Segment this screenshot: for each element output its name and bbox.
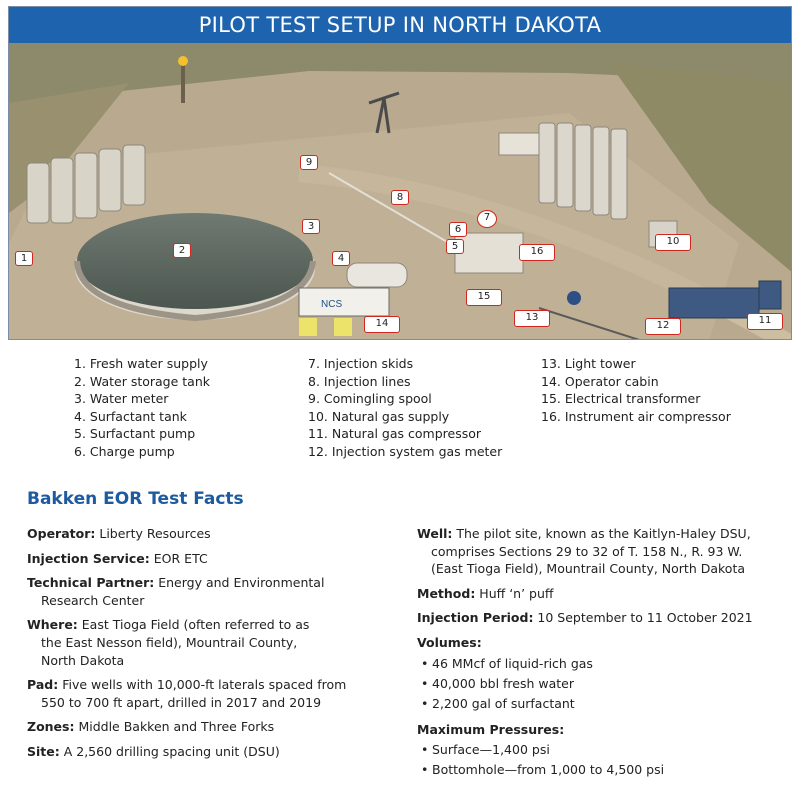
legend-item: 11. Natural gas compressor xyxy=(308,426,482,442)
fact-method xyxy=(417,585,787,603)
callout-9: 9 xyxy=(300,155,318,170)
fact-injection-period xyxy=(417,609,787,627)
title-banner xyxy=(9,7,791,43)
fact-value: Middle Bakken and Three Forks xyxy=(74,719,275,735)
list-item: • Surface—1,400 psi xyxy=(417,740,787,760)
legend-item: 14. Operator cabin xyxy=(541,373,659,389)
callout-3: 3 xyxy=(302,219,320,234)
legend-item: 8. Injection lines xyxy=(308,373,411,389)
legend-item: 16. Instrument air compressor xyxy=(541,408,731,424)
fact-key: Volumes: xyxy=(417,634,482,650)
fact-key: Method: xyxy=(417,585,476,601)
fact-key: Maximum Pressures: xyxy=(417,721,565,737)
fact-key: Injection Service: xyxy=(27,550,150,566)
callout-2: 2 xyxy=(173,243,191,258)
fact-pad xyxy=(27,676,397,711)
fact-zones xyxy=(27,718,397,736)
callout-12: 12 xyxy=(645,318,681,335)
fact-key: Injection Period: xyxy=(417,610,534,626)
fact-value-continued: the East Nesson field), Mountrail County, xyxy=(41,634,298,650)
legend-item: 6. Charge pump xyxy=(74,443,175,459)
callout-14: 14 xyxy=(364,316,400,333)
fact-value: East Tioga Field (often referred to as xyxy=(77,617,310,633)
fact-key: Well: xyxy=(417,526,453,541)
fact-value-continued: Research Center xyxy=(41,592,145,608)
fact-value: Five wells with 10,000-ft laterals spaced from xyxy=(58,677,347,693)
legend-item: 3. Water meter xyxy=(74,391,169,407)
callout-8: 8 xyxy=(391,190,409,205)
facts-left-column xyxy=(27,525,397,768)
fact-injection-service xyxy=(27,550,397,568)
legend-item: 7. Injection skids xyxy=(308,356,414,371)
list-item: • Bottomhole—from 1,000 to 4,500 psi xyxy=(417,760,787,780)
list-item: • 46 MMcf of liquid-rich gas xyxy=(417,654,787,674)
legend-item: 10. Natural gas supply xyxy=(308,408,450,424)
pilot-site-photo-panel xyxy=(8,6,792,340)
legend-column-2 xyxy=(308,355,502,461)
fact-where xyxy=(27,616,397,669)
fact-volumes xyxy=(417,634,787,714)
callout-7: 7 xyxy=(477,210,497,228)
fact-value: Liberty Resources xyxy=(95,526,211,541)
fact-value-continued: North Dakota xyxy=(41,652,125,668)
callout-5: 5 xyxy=(446,239,464,254)
legend-column-1 xyxy=(74,355,210,461)
facts-heading: Bakken EOR Test Facts xyxy=(27,489,244,509)
fact-key: Zones: xyxy=(27,719,75,735)
fact-value-continued: comprises Sections 29 to 32 of T. 158 N., R. 93 W. xyxy=(431,543,743,559)
legend-item: 5. Surfactant pump xyxy=(74,426,196,442)
fact-value: A 2,560 drilling spacing unit (DSU) xyxy=(59,743,280,759)
facts-right-column xyxy=(417,525,787,787)
cabin-sign: NCS xyxy=(321,299,343,310)
fact-technical-partner xyxy=(27,574,397,609)
fact-key: Operator: xyxy=(27,526,96,541)
legend-column-3 xyxy=(541,355,731,425)
legend-item: 13. Light tower xyxy=(541,356,636,371)
fact-value: Huff ‘n’ puff xyxy=(475,585,554,601)
legend-item: 9. Comingling spool xyxy=(308,391,432,407)
volumes-list xyxy=(417,654,787,714)
list-item: • 2,200 gal of surfactant xyxy=(417,694,787,714)
legend-item: 15. Electrical transformer xyxy=(541,391,701,407)
callout-4: 4 xyxy=(332,251,350,266)
legend-item: 2. Water storage tank xyxy=(74,373,211,389)
fact-well xyxy=(417,525,787,578)
fact-value: The pilot site, known as the Kaitlyn-Haley DSU, xyxy=(452,526,751,541)
fact-site xyxy=(27,743,397,761)
pressures-list xyxy=(417,740,787,780)
fact-value-continued: 550 to 700 ft apart, drilled in 2017 and 2019 xyxy=(41,694,322,710)
fact-value: Energy and Environmental xyxy=(154,575,325,591)
callout-11: 11 xyxy=(747,313,783,330)
list-item: • 40,000 bbl fresh water xyxy=(417,674,787,694)
page-title: PILOT TEST SETUP IN NORTH DAKOTA xyxy=(198,13,602,37)
callout-1: 1 xyxy=(15,251,33,266)
fact-maximum-pressures xyxy=(417,721,787,781)
legend-item: 12. Injection system gas meter xyxy=(308,443,503,459)
fact-key: Where: xyxy=(27,617,78,633)
legend-item: 4. Surfactant tank xyxy=(74,408,187,424)
callout-13: 13 xyxy=(514,310,550,327)
callout-15: 15 xyxy=(466,289,502,306)
fact-key: Site: xyxy=(27,743,60,759)
fact-key: Pad: xyxy=(27,677,59,693)
fact-key: Technical Partner: xyxy=(27,575,155,591)
fact-value: EOR ETC xyxy=(149,550,208,566)
callout-10: 10 xyxy=(655,234,691,251)
legend-item: 1. Fresh water supply xyxy=(74,356,208,371)
fact-operator xyxy=(27,525,397,543)
fact-value: 10 September to 11 October 2021 xyxy=(533,610,753,626)
callout-6: 6 xyxy=(449,222,467,237)
callout-16: 16 xyxy=(519,244,555,261)
fact-value-continued: (East Tioga Field), Mountrail County, North Dakota xyxy=(431,561,746,577)
